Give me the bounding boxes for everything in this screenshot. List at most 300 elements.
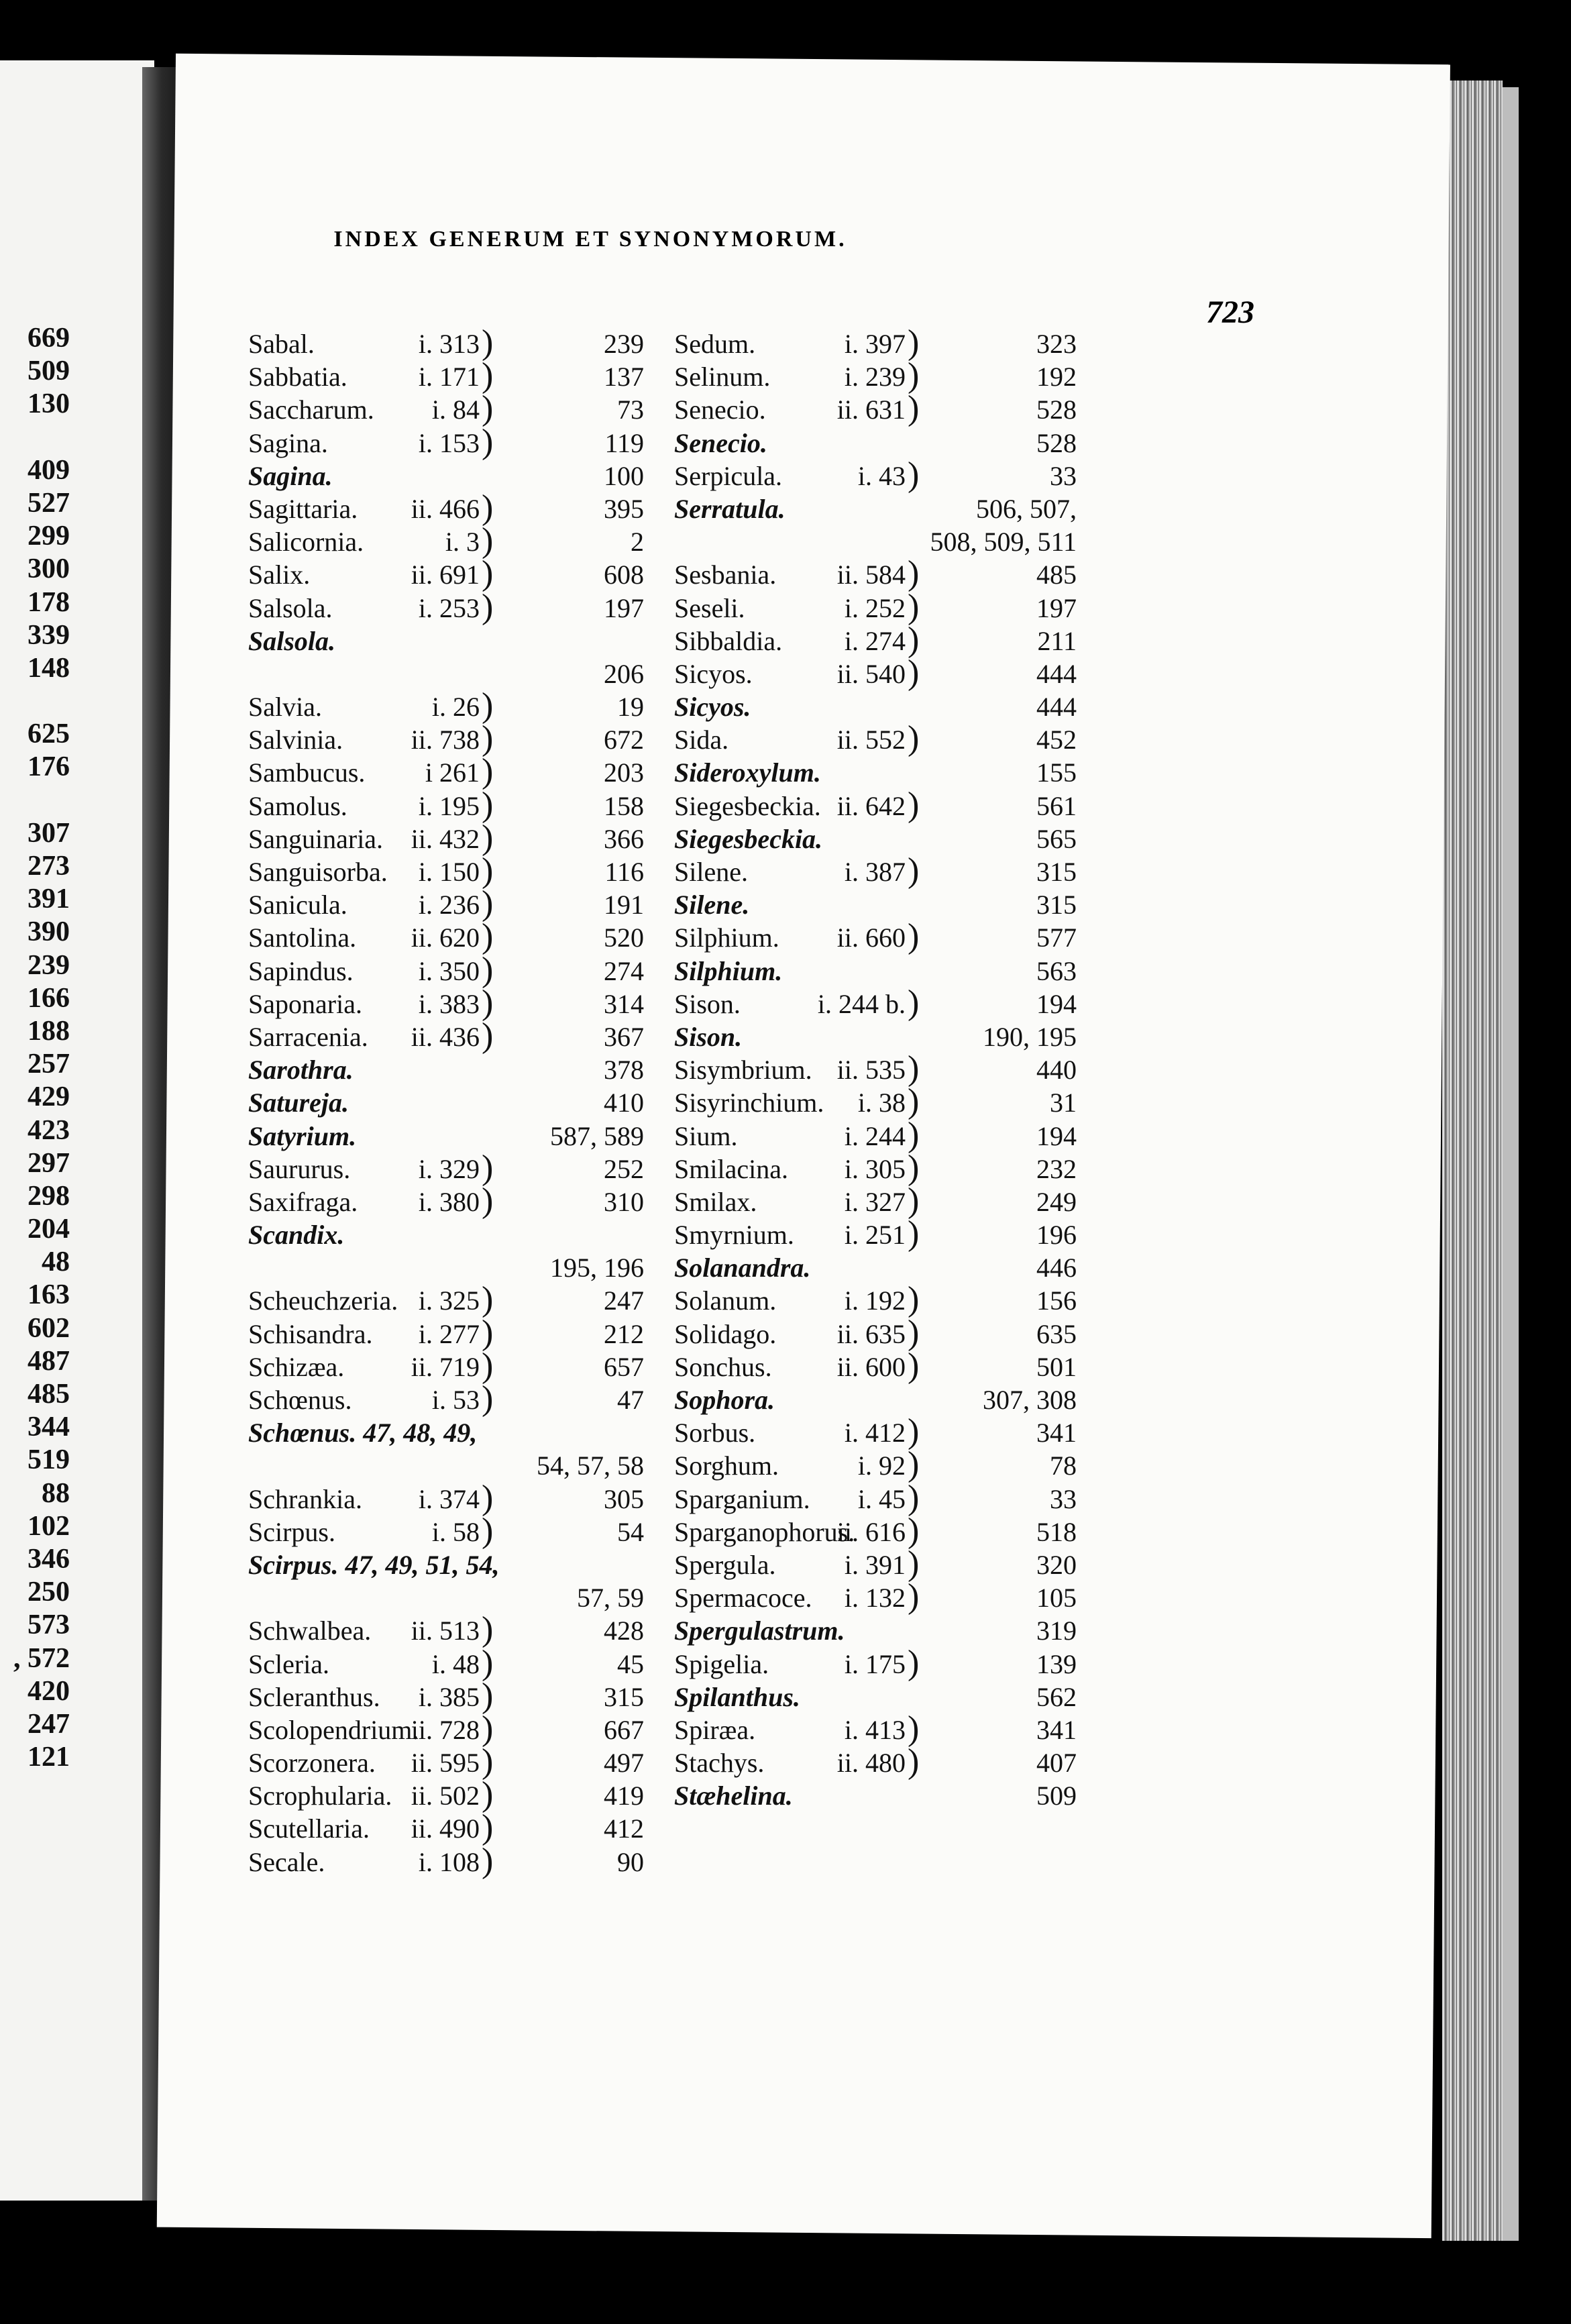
index-entry xyxy=(674,389,1077,428)
index-entry xyxy=(674,1148,1077,1187)
genus-name: Satyrium. xyxy=(248,1120,357,1151)
left-page-number: 297 xyxy=(28,1147,70,1179)
volume-ref: i. 305 xyxy=(844,1153,906,1184)
left-page-number: 390 xyxy=(28,916,70,948)
volume-ref: ii. 691 xyxy=(411,560,480,590)
page-ref: 197 xyxy=(604,592,644,623)
volume-ref: ii. 719 xyxy=(411,1351,480,1382)
bracket: ) xyxy=(908,587,920,626)
index-entry xyxy=(248,1416,644,1449)
index-entry xyxy=(248,686,644,725)
left-page-number: 176 xyxy=(28,751,70,783)
bracket: ) xyxy=(482,1709,494,1748)
left-page-number: 519 xyxy=(28,1444,70,1476)
index-entry xyxy=(674,1577,1077,1616)
genus-name: Smyrnium. xyxy=(674,1220,794,1251)
genus-name: Scorzonera. xyxy=(248,1748,376,1779)
index-entry xyxy=(248,460,644,492)
page-ref: 155 xyxy=(1036,757,1077,788)
left-page-number: 485 xyxy=(28,1379,70,1410)
page-ref: 319 xyxy=(1036,1616,1077,1646)
volume-ref: i. 53 xyxy=(431,1385,480,1415)
index-entry xyxy=(674,1742,1077,1781)
genus-name: Sparganophorus. xyxy=(674,1516,855,1547)
bracket: ) xyxy=(482,983,494,1022)
genus-name: Spergula. xyxy=(674,1549,776,1580)
page-ref: 249 xyxy=(1036,1186,1077,1217)
page-ref: 194 xyxy=(1036,1120,1077,1151)
index-entry xyxy=(248,1053,644,1086)
bracket: ) xyxy=(908,785,920,824)
genus-name: Siegesbeckia. xyxy=(674,823,823,854)
genus-name: Sagittaria. xyxy=(248,493,358,524)
genus-name: Spergulastrum. xyxy=(674,1616,845,1646)
bracket: ) xyxy=(908,620,920,659)
index-entry xyxy=(674,1181,1077,1220)
genus-name: Siegesbeckia. xyxy=(674,790,821,821)
index-entry xyxy=(674,620,1077,659)
index-entry xyxy=(674,492,1077,525)
bracket: ) xyxy=(908,1280,920,1319)
genus-name: Stachys. xyxy=(674,1748,765,1779)
page-ref: 667 xyxy=(604,1714,644,1745)
index-entry xyxy=(674,1478,1077,1517)
genus-name: Seseli. xyxy=(674,592,745,623)
genus-name: Sophora. xyxy=(674,1385,775,1415)
index-entry xyxy=(674,785,1077,824)
bracket: ) xyxy=(482,1511,494,1550)
bracket: ) xyxy=(482,488,494,527)
index-entry xyxy=(248,521,644,560)
volume-ref: i. 192 xyxy=(844,1285,906,1316)
index-entry xyxy=(248,1775,644,1814)
volume-ref: ii. 642 xyxy=(836,790,906,821)
page-ref: 428 xyxy=(604,1616,644,1646)
genus-name: Schizæa. xyxy=(248,1351,345,1382)
left-page-number: 339 xyxy=(28,619,70,651)
page-ref: 672 xyxy=(604,725,644,755)
page-ref: 657 xyxy=(604,1351,644,1382)
page-ref: 2 xyxy=(631,527,644,558)
index-entry xyxy=(674,1779,1077,1812)
index-entry xyxy=(248,917,644,956)
volume-ref: i. 108 xyxy=(418,1846,480,1877)
index-entry xyxy=(674,1214,1077,1253)
index-entry xyxy=(674,888,1077,921)
bracket: ) xyxy=(908,719,920,758)
left-page-number: 625 xyxy=(28,719,70,750)
genus-name: Spilanthus. xyxy=(674,1681,800,1712)
page-ref: 192 xyxy=(1036,362,1077,392)
genus-name: Spigelia. xyxy=(674,1648,769,1679)
page-ref: 73 xyxy=(617,394,644,425)
page-ref: 116 xyxy=(604,857,644,887)
volume-ref: ii. 620 xyxy=(411,922,480,953)
bracket: ) xyxy=(482,1775,494,1814)
index-entry xyxy=(248,1120,644,1153)
page-ref: 565 xyxy=(1036,823,1077,854)
page-ref: 563 xyxy=(1036,955,1077,986)
left-page-number: 178 xyxy=(28,586,70,618)
index-entry xyxy=(248,851,644,890)
index-entry xyxy=(674,587,1077,626)
page-ref: 452 xyxy=(1036,725,1077,755)
genus-name: Sonchus. xyxy=(674,1351,772,1382)
index-entry xyxy=(674,823,1077,855)
index-entry xyxy=(674,851,1077,890)
page-ref: 190, 195 xyxy=(983,1021,1077,1052)
volume-ref: ii. 502 xyxy=(411,1781,480,1811)
page-ref: 156 xyxy=(1036,1285,1077,1316)
genus-name: Serpicula. xyxy=(674,460,783,491)
page-ref: 19 xyxy=(617,692,644,723)
left-page-number: 166 xyxy=(28,982,70,1014)
volume-ref: i. 350 xyxy=(418,955,480,986)
page-ref: 528 xyxy=(1036,427,1077,458)
volume-ref: i. 252 xyxy=(844,592,906,623)
genus-name: Sisymbrium. xyxy=(674,1055,812,1086)
page-ref: 395 xyxy=(604,493,644,524)
index-entry xyxy=(674,1115,1077,1154)
page-ref: 367 xyxy=(604,1021,644,1052)
genus-name: Spiræa. xyxy=(674,1714,756,1745)
bracket: ) xyxy=(482,1808,494,1847)
bracket: ) xyxy=(482,818,494,857)
genus-name: Sison. xyxy=(674,988,741,1019)
genus-name: Satureja. xyxy=(248,1088,349,1118)
bracket: ) xyxy=(482,1676,494,1715)
page-ref: 247 xyxy=(604,1285,644,1316)
index-entry xyxy=(248,554,644,593)
page-ref: 47 xyxy=(617,1385,644,1415)
index-entry xyxy=(248,323,644,362)
volume-ref: ii. 584 xyxy=(836,560,906,590)
bracket: ) xyxy=(908,455,920,494)
left-page-number: , 572 xyxy=(13,1642,70,1674)
page-ref: 341 xyxy=(1036,1714,1077,1745)
bracket: ) xyxy=(908,389,920,428)
index-entry xyxy=(248,1676,644,1715)
index-entry xyxy=(248,1280,644,1319)
genus-name: Sorbus. xyxy=(674,1418,756,1448)
index-entry xyxy=(248,950,644,989)
page-ref: 509 xyxy=(1036,1781,1077,1811)
page-ref: 252 xyxy=(604,1153,644,1184)
genus-name: Samolus. xyxy=(248,790,347,821)
bracket: ) xyxy=(908,1643,920,1682)
index-entry xyxy=(248,1379,644,1418)
genus-name: Sarracenia. xyxy=(248,1021,368,1052)
index-entry xyxy=(248,1742,644,1781)
volume-ref: i. 132 xyxy=(844,1583,906,1614)
bracket: ) xyxy=(908,1742,920,1781)
index-entry xyxy=(248,1841,644,1880)
left-page-number: 148 xyxy=(28,652,70,684)
page-ref: 54 xyxy=(617,1516,644,1547)
left-page-number: 48 xyxy=(42,1247,70,1278)
page-ref: 203 xyxy=(604,757,644,788)
bracket: ) xyxy=(908,1478,920,1517)
left-page-number: 257 xyxy=(28,1049,70,1080)
left-page-number: 346 xyxy=(28,1543,70,1575)
page-ref: 305 xyxy=(604,1483,644,1514)
bracket: ) xyxy=(908,1148,920,1187)
volume-ref: i. 195 xyxy=(418,790,480,821)
volume-ref: i. 38 xyxy=(857,1088,906,1118)
volume-ref: i. 251 xyxy=(844,1220,906,1251)
index-entry xyxy=(674,1445,1077,1484)
page-ref: 407 xyxy=(1036,1748,1077,1779)
page-ref: 33 xyxy=(1050,1483,1077,1514)
bracket: ) xyxy=(482,917,494,956)
genus-name: Smilax. xyxy=(674,1186,757,1217)
left-page-number: 130 xyxy=(28,388,70,420)
genus-name: Sarothra. xyxy=(248,1055,354,1086)
genus-name: Saponaria. xyxy=(248,988,362,1019)
page-ref: 57, 59 xyxy=(577,1583,644,1614)
volume-ref: i. 380 xyxy=(418,1186,480,1217)
volume-ref: i. 412 xyxy=(844,1418,906,1448)
left-page-number: 423 xyxy=(28,1114,70,1146)
genus-name: Saxifraga. xyxy=(248,1186,358,1217)
index-entry xyxy=(248,488,644,527)
page-ref: 446 xyxy=(1036,1253,1077,1283)
bracket: ) xyxy=(482,1148,494,1187)
page-ref: 211 xyxy=(1037,625,1077,656)
genus-name: Sisyrinchium. xyxy=(674,1088,824,1118)
bracket: ) xyxy=(908,1709,920,1748)
bracket: ) xyxy=(908,1313,920,1352)
page-ref: 419 xyxy=(604,1781,644,1811)
index-entry xyxy=(674,323,1077,362)
genus-name: Sparganium. xyxy=(674,1483,810,1514)
genus-name: Silene. xyxy=(674,857,748,887)
index-entry xyxy=(248,884,644,923)
index-entry xyxy=(248,1709,644,1748)
volume-ref: i. 391 xyxy=(844,1549,906,1580)
genus-name: Schœnus. xyxy=(248,1385,352,1415)
index-entry xyxy=(674,1251,1077,1284)
index-entry xyxy=(248,785,644,824)
index-entry xyxy=(248,657,644,690)
index-entry xyxy=(674,1383,1077,1416)
page-ref: 341 xyxy=(1036,1418,1077,1448)
volume-ref: i. 313 xyxy=(418,329,480,359)
page-ref: 195, 196 xyxy=(550,1253,644,1283)
index-entry xyxy=(674,690,1077,723)
index-entry xyxy=(248,422,644,461)
genus-name: Sium. xyxy=(674,1120,738,1151)
genus-name: Selinum. xyxy=(674,362,771,392)
volume-ref: i. 236 xyxy=(418,890,480,920)
index-entry xyxy=(674,1082,1077,1121)
page-ref: 366 xyxy=(604,823,644,854)
left-page-number: 409 xyxy=(28,454,70,486)
page-ref: 194 xyxy=(1036,988,1077,1019)
volume-ref: i. 84 xyxy=(431,394,480,425)
page-ref: 90 xyxy=(617,1846,644,1877)
genus-name: Sibbaldia. xyxy=(674,625,783,656)
volume-ref: ii. 728 xyxy=(411,1714,480,1745)
index-entry xyxy=(674,1614,1077,1647)
page-ref: 323 xyxy=(1036,329,1077,359)
genus-name: Scirpus. xyxy=(248,1516,335,1547)
left-page-number: 188 xyxy=(28,1015,70,1047)
volume-ref: ii. 480 xyxy=(836,1748,906,1779)
bracket: ) xyxy=(908,917,920,956)
index-entry xyxy=(674,1346,1077,1385)
left-page-numbers xyxy=(0,322,74,1774)
bracket: ) xyxy=(482,884,494,923)
bracket: ) xyxy=(482,1280,494,1319)
bracket: ) xyxy=(482,752,494,791)
index-entry xyxy=(674,525,1077,558)
page-ref: 520 xyxy=(604,922,644,953)
index-entry xyxy=(674,455,1077,494)
bracket: ) xyxy=(482,1610,494,1649)
left-page-number: 163 xyxy=(28,1279,70,1311)
genus-name: Sicyos. xyxy=(674,658,753,689)
volume-ref: i 261 xyxy=(425,757,480,788)
volume-ref: i. 413 xyxy=(844,1714,906,1745)
volume-ref: i. 385 xyxy=(418,1681,480,1712)
genus-name: Sambucus. xyxy=(248,757,366,788)
genus-name: Sagina. xyxy=(248,460,333,491)
genus-name: Santolina. xyxy=(248,922,357,953)
index-entry xyxy=(248,587,644,626)
bracket: ) xyxy=(482,554,494,593)
index-entry xyxy=(248,389,644,428)
genus-name: Sida. xyxy=(674,725,729,755)
genus-name: Saururus. xyxy=(248,1153,351,1184)
left-page-number: 420 xyxy=(28,1675,70,1707)
genus-name: Scandix. xyxy=(248,1220,345,1251)
page-ref: 158 xyxy=(604,790,644,821)
index-entry xyxy=(248,818,644,857)
left-page-number: 391 xyxy=(28,884,70,915)
bracket: ) xyxy=(908,356,920,395)
left-page-number xyxy=(0,685,74,718)
left-page-number xyxy=(0,421,74,454)
page-ref: 314 xyxy=(604,988,644,1019)
left-page-number: 121 xyxy=(28,1742,70,1773)
index-entry xyxy=(674,1709,1077,1748)
index-entry xyxy=(248,1218,644,1251)
bracket: ) xyxy=(908,1544,920,1583)
volume-ref: i. 244 xyxy=(844,1120,906,1151)
bracket: ) xyxy=(482,1478,494,1517)
volume-ref: ii. 432 xyxy=(411,823,480,854)
index-entry xyxy=(674,983,1077,1022)
index-entry xyxy=(248,1148,644,1187)
bracket: ) xyxy=(482,1181,494,1220)
index-entry xyxy=(248,1511,644,1550)
genus-name: Schœnus. 47, 48, 49, xyxy=(248,1418,478,1448)
genus-name: Sanicula. xyxy=(248,890,347,920)
volume-ref: i. 3 xyxy=(445,527,480,558)
volume-ref: ii. 635 xyxy=(836,1318,906,1349)
page-ref: 501 xyxy=(1036,1351,1077,1382)
genus-name: Scrophularia. xyxy=(248,1781,392,1811)
volume-ref: ii. 600 xyxy=(836,1351,906,1382)
index-entry xyxy=(674,1511,1077,1550)
left-page-number: 204 xyxy=(28,1214,70,1245)
page-ref: 232 xyxy=(1036,1153,1077,1184)
bracket: ) xyxy=(482,719,494,758)
left-page-number: 429 xyxy=(28,1081,70,1113)
left-page-number: 487 xyxy=(28,1345,70,1377)
volume-ref: i. 239 xyxy=(844,362,906,392)
page-ref: 444 xyxy=(1036,692,1077,723)
bracket: ) xyxy=(908,1115,920,1154)
page-ref: 139 xyxy=(1036,1648,1077,1679)
genus-name: Saccharum. xyxy=(248,394,374,425)
volume-ref: ii. 540 xyxy=(836,658,906,689)
genus-name: Sedum. xyxy=(674,329,756,359)
page-ref: 587, 589 xyxy=(550,1120,644,1151)
index-column-2 xyxy=(674,323,1077,1812)
left-page-number: 88 xyxy=(42,1477,70,1509)
page-number: 723 xyxy=(1206,295,1254,330)
page-ref: 440 xyxy=(1036,1055,1077,1086)
page-ref: 528 xyxy=(1036,394,1077,425)
index-entry xyxy=(248,719,644,758)
genus-name: Solanum. xyxy=(674,1285,777,1316)
index-entry xyxy=(248,356,644,395)
bracket: ) xyxy=(908,1181,920,1220)
index-entry xyxy=(674,1643,1077,1682)
page-ref: 196 xyxy=(1036,1220,1077,1251)
genus-name: Sabal. xyxy=(248,329,315,359)
page-ref: 307, 308 xyxy=(983,1385,1077,1415)
index-entry xyxy=(674,1020,1077,1053)
bracket: ) xyxy=(908,1577,920,1616)
page-ref: 378 xyxy=(604,1055,644,1086)
page-ref: 137 xyxy=(604,362,644,392)
index-entry xyxy=(674,955,1077,988)
bracket: ) xyxy=(908,1412,920,1451)
bracket: ) xyxy=(482,521,494,560)
genus-name: Sabbatia. xyxy=(248,362,347,392)
index-entry xyxy=(248,1548,644,1581)
volume-ref: i. 325 xyxy=(418,1285,480,1316)
left-page-number: 573 xyxy=(28,1609,70,1641)
volume-ref: ii. 738 xyxy=(411,725,480,755)
volume-ref: i. 175 xyxy=(844,1648,906,1679)
index-entry xyxy=(674,427,1077,460)
genus-name: Sorghum. xyxy=(674,1450,779,1481)
volume-ref: ii. 595 xyxy=(411,1748,480,1779)
genus-name: Solanandra. xyxy=(674,1253,811,1283)
index-entry xyxy=(674,554,1077,593)
left-page-number: 298 xyxy=(28,1180,70,1212)
volume-ref: i. 329 xyxy=(418,1153,480,1184)
genus-name: Stæhelina. xyxy=(674,1781,793,1811)
genus-name: Salsola. xyxy=(248,592,333,623)
index-entry xyxy=(674,1313,1077,1352)
index-entry xyxy=(674,917,1077,956)
page-ref: 315 xyxy=(1036,857,1077,887)
left-page-number: 307 xyxy=(28,817,70,849)
page-ref: 412 xyxy=(604,1813,644,1844)
left-page-number: 250 xyxy=(28,1577,70,1608)
bracket: ) xyxy=(908,1214,920,1253)
genus-name: Serratula. xyxy=(674,493,785,524)
volume-ref: ii. 535 xyxy=(836,1055,906,1086)
index-entry xyxy=(674,756,1077,789)
bracket: ) xyxy=(908,1346,920,1385)
volume-ref: ii. 513 xyxy=(411,1616,480,1646)
